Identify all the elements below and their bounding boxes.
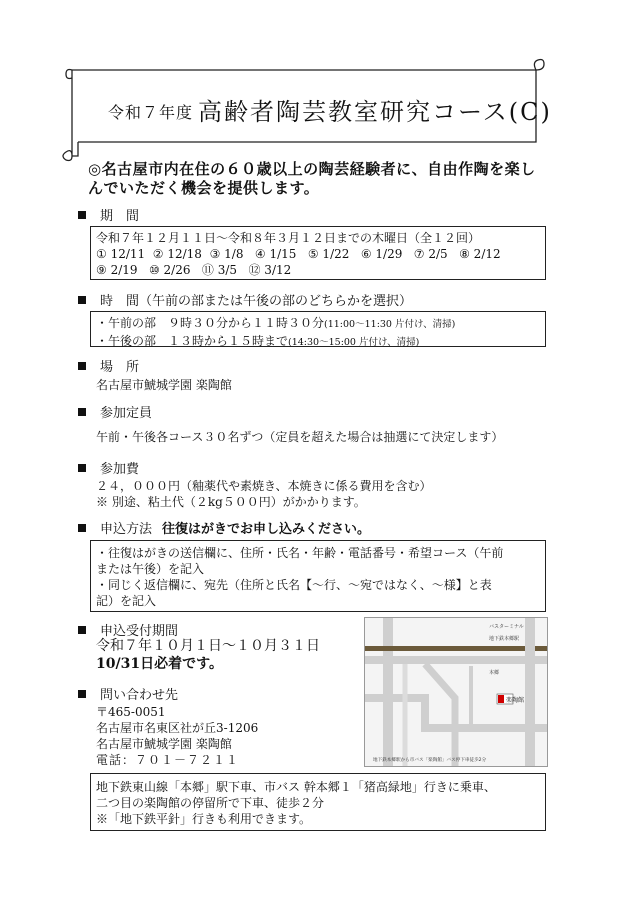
apply-box bbox=[90, 540, 546, 612]
page-title: 高齢者陶芸教室研究コース(C) bbox=[198, 98, 552, 126]
contact-name: 名古屋市鯱城学園 楽陶館 bbox=[96, 737, 232, 751]
contact-heading bbox=[78, 684, 178, 703]
access-box bbox=[90, 773, 546, 831]
intro-line-2: んでいただく機会を提供します。 bbox=[88, 179, 320, 197]
map-caption: 地下鉄本郷駅から市バス「楽陶館」バス停下車徒歩2分 bbox=[373, 758, 487, 763]
intro-line-1: ◎名古屋市内在住の６０歳以上の陶芸経験者に、自由作陶を楽し bbox=[88, 160, 536, 178]
access-line-3: ※「地下鉄平針」行きも利用できます。 bbox=[96, 812, 312, 826]
period-summary: 令和７年１２月１１日～令和８年３月１２日までの木曜日（全１２回） bbox=[96, 231, 481, 245]
place-value: 名古屋市鯱城学園 楽陶館 bbox=[96, 378, 232, 392]
bullet-square-icon bbox=[78, 626, 86, 634]
bullet-square-icon bbox=[78, 408, 86, 416]
access-line-1: 地下鉄東山線「本郷」駅下車、市バス 幹本郷１「猪高緑地」行きに乗車、 bbox=[96, 780, 496, 794]
bullet-square-icon bbox=[78, 690, 86, 698]
session-dates-row-2: ⑨ 2/19 ⑩ 2/26 ⑪ 3/5 ⑫ 3/12 bbox=[96, 263, 292, 277]
bullet-square-icon bbox=[78, 524, 86, 532]
apply-line-3: ・同じく返信欄に、宛先（住所と氏名【～行、～宛ではなく、～様】と表 bbox=[96, 578, 492, 592]
map-label-bus-terminal: バスターミナル bbox=[489, 624, 524, 630]
contact-heading-label: 問い合わせ先 bbox=[100, 688, 179, 703]
period-heading bbox=[78, 205, 139, 224]
contact-address: 名古屋市名東区社が丘3-1206 bbox=[96, 721, 259, 735]
bullet-square-icon bbox=[78, 211, 86, 219]
time-pm-note: (14:30～15:00 片付け、清掃) bbox=[288, 337, 420, 348]
time-heading bbox=[78, 290, 412, 309]
apply-line-2: または午後）を記入 bbox=[96, 562, 205, 576]
apply-heading-label: 申込方法 bbox=[100, 522, 153, 537]
fee-clay-note: ※ 別途、粘土代（２kg５００円）がかかります。 bbox=[96, 495, 366, 509]
time-pm-main: ・午後の部 １３時から１５時まで bbox=[96, 334, 289, 348]
place-heading bbox=[78, 356, 139, 375]
access-map-drawing bbox=[365, 618, 547, 766]
bullet-square-icon bbox=[78, 296, 86, 304]
map-subway-line bbox=[365, 646, 547, 651]
time-am-note: (11:00～11:30 片付け、清掃) bbox=[324, 319, 456, 330]
access-map bbox=[364, 617, 548, 767]
bullet-square-icon bbox=[78, 362, 86, 370]
deadline-heading-label: 申込受付期間 bbox=[100, 624, 179, 639]
map-label-hongo-exit: 地下鉄本郷駅 bbox=[489, 636, 520, 642]
deadline-heading bbox=[78, 620, 178, 639]
map-road bbox=[525, 618, 535, 766]
place-heading-label: 場 所 bbox=[100, 360, 140, 375]
map-location-marker bbox=[498, 695, 504, 703]
time-pm bbox=[96, 333, 540, 351]
intro-text bbox=[88, 160, 558, 198]
apply-line-4: 記）を記入 bbox=[96, 594, 157, 608]
contact-zip: 〒465-0051 bbox=[96, 705, 166, 719]
capacity-value: 午前・午後各コース３０名ずつ（定員を超えた場合は抽選にて決定します） bbox=[96, 430, 504, 444]
period-box bbox=[90, 226, 546, 280]
map-label-rakutokan: 楽陶館 bbox=[506, 697, 525, 704]
map-label-hongo: 本郷 bbox=[489, 670, 500, 676]
time-heading-label: 時 間（午前の部または午後の部のどちらかを選択） bbox=[100, 294, 413, 309]
map-road bbox=[383, 618, 393, 766]
time-am bbox=[96, 315, 540, 333]
fee-heading bbox=[78, 458, 139, 477]
fee-amount: ２４，０００円（釉薬代や素焼き、本焼きに係る費用を含む） bbox=[96, 479, 432, 493]
apply-method-note: 往復はがきでお申し込みください。 bbox=[162, 522, 371, 537]
period-heading-label: 期 間 bbox=[100, 209, 140, 224]
deadline-must-arrive: 10/31日必着です。 bbox=[96, 656, 223, 672]
capacity-heading-label: 参加定員 bbox=[100, 406, 153, 421]
deadline-range: 令和７年１０月１日～１０月３１日 bbox=[96, 638, 320, 654]
session-dates-row-1: ① 12/11 ② 12/18 ③ 1/8 ④ 1/15 ⑤ 1/22 ⑥ 1/29 ⑦ 2/5 ⑧ 2/12 bbox=[96, 247, 501, 261]
apply-line-1: ・往復はがきの送信欄に、住所・氏名・年齢・電話番号・希望コース（午前 bbox=[96, 546, 504, 560]
contact-phone: 電話：７０１－７２１１ bbox=[96, 753, 240, 767]
time-box bbox=[90, 311, 546, 347]
time-am-main: ・午前の部 ９時３０分から１１時３０分 bbox=[96, 316, 325, 330]
fee-heading-label: 参加費 bbox=[100, 462, 140, 477]
access-line-2: 二つ目の楽陶館の停留所で下車、徒歩２分 bbox=[96, 796, 325, 810]
capacity-heading bbox=[78, 402, 152, 421]
apply-heading bbox=[78, 518, 370, 537]
bullet-square-icon bbox=[78, 464, 86, 472]
map-road bbox=[365, 656, 547, 664]
fiscal-year-label: 令和７年度 bbox=[108, 103, 194, 122]
